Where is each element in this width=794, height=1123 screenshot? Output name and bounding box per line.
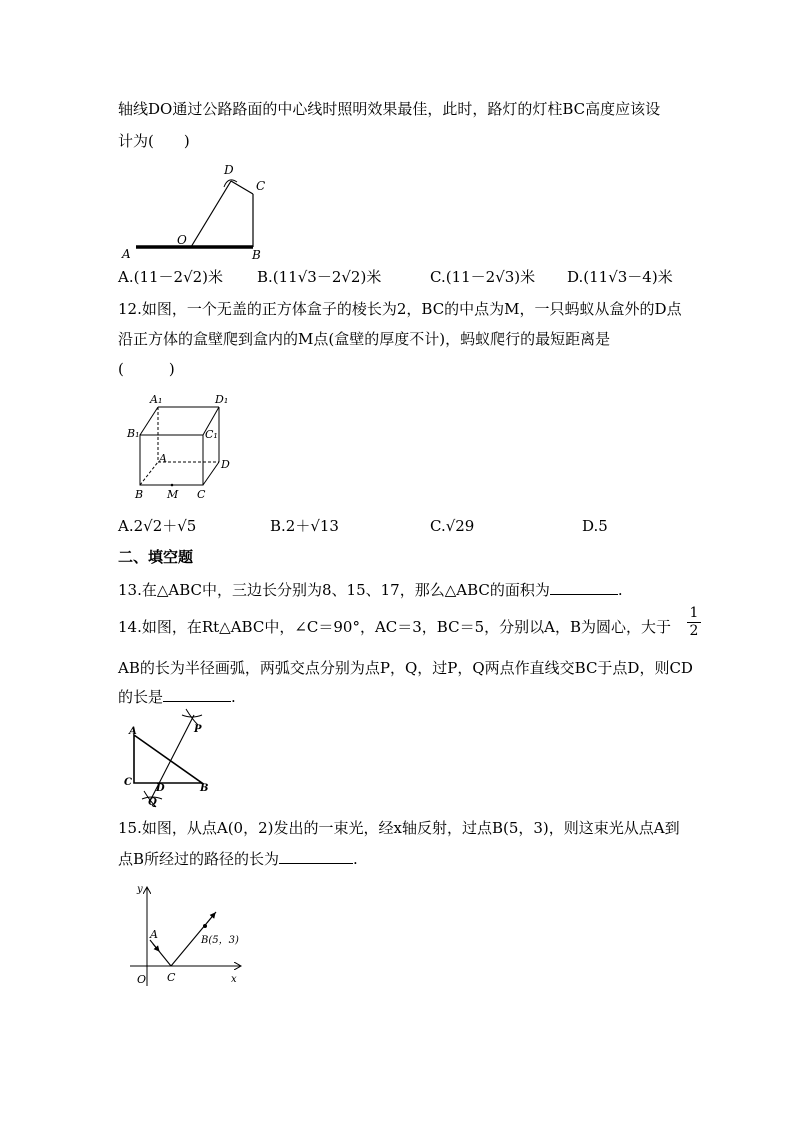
fraction-denominator: 2 <box>689 623 699 639</box>
q13-period: . <box>617 581 623 599</box>
incident-arrow <box>153 944 159 951</box>
label-P: P <box>194 724 202 735</box>
q15-text-line2 <box>118 849 358 869</box>
label-D: D <box>224 163 234 177</box>
q12-option-d: D.5 <box>582 517 608 535</box>
q14-question-end: 的长是 <box>118 688 164 706</box>
label-B: B(5，3) <box>201 935 239 946</box>
q13-text <box>118 580 623 600</box>
label-M: M <box>167 488 179 501</box>
q14-period: . <box>231 688 236 706</box>
reflected-arrow <box>207 913 215 923</box>
q12-option-c: C.√29 <box>430 517 475 535</box>
section-title: 二、填空题 <box>118 548 194 566</box>
label-y: y <box>137 884 143 895</box>
arc-upper-1 <box>182 715 202 717</box>
label-B: B <box>252 248 261 260</box>
q14-text-line1: 14.如图，在Rt△ABC中，∠C＝90°，AC＝3，BC＝5，分别以A，B为圆心，大于 <box>118 618 671 636</box>
label-D: D <box>221 458 230 471</box>
q13-question: 13.在△ABC中，三边长分别为8、15、17，那么△ABC的面积为 <box>118 581 550 599</box>
label-A: A <box>129 726 137 737</box>
q12-text-line2: 沿正方体的盒壁爬到盒内的M点(盒壁的厚度不计)，蚂蚁爬行的最短距离是 <box>118 330 611 348</box>
q12-option-b: B.2＋√13 <box>270 517 339 535</box>
q13-answer-blank <box>550 580 618 595</box>
label-A: A <box>150 928 158 941</box>
coordinate-figure <box>125 878 250 993</box>
label-C: C <box>167 971 176 984</box>
label-A: A <box>159 452 167 465</box>
q12-text-line3: ( ) <box>118 360 175 378</box>
fraction-numerator: 1 <box>687 605 701 623</box>
label-C: C <box>256 179 266 193</box>
q11-option-c: C.(11－2√3)米 <box>430 268 536 286</box>
label-C1: C₁ <box>205 428 218 441</box>
q15-question-end: 点B所经过的路径的长为 <box>118 850 280 868</box>
q12-text-line1: 12.如图，一个无盖的正方体盒子的棱长为2，BC的中点为M，一只蚂蚁从盒外的D点 <box>118 300 682 318</box>
q14-answer-blank <box>163 687 231 702</box>
label-O: O <box>177 233 187 247</box>
edge-CD <box>203 462 219 485</box>
label-B1: B₁ <box>127 427 140 440</box>
q15-period: . <box>353 850 358 868</box>
q11-option-a: A.(11－2√2)米 <box>118 268 224 286</box>
label-C: C <box>197 488 206 501</box>
label-Q: Q <box>148 797 157 808</box>
cube-front-face <box>140 435 203 485</box>
q14-text-line2: AB的长为半径画弧，两弧交点分别为点P，Q，过P，Q两点作直线交BC于点D，则CD <box>118 659 693 677</box>
q14-fraction-half <box>687 605 701 640</box>
streetlight-figure <box>120 160 280 260</box>
point-B <box>203 924 207 928</box>
q11-text-line2: 计为( ) <box>118 132 190 150</box>
label-B: B <box>135 488 144 501</box>
q15-text-line1: 15.如图，从点A(0，2)发出的一束光，经x轴反射，过点B(5，3)，则这束光从点A到 <box>118 819 680 837</box>
right-triangle-figure <box>122 705 222 810</box>
hidden-edge-BA <box>140 462 158 485</box>
edge-B1A1 <box>140 407 158 435</box>
label-B: B <box>200 783 209 794</box>
lamp-arm-DC <box>231 181 253 194</box>
q11-text-line1: 轴线DO通过公路路面的中心线时照明效果最佳，此时，路灯的灯柱BC高度应该设 <box>118 100 661 118</box>
label-O: O <box>137 973 147 986</box>
label-D1: D₁ <box>215 393 229 406</box>
triangle-ABC <box>134 735 202 783</box>
label-A1: A₁ <box>150 393 163 406</box>
q11-option-d: D.(11√3－4)米 <box>567 268 673 286</box>
point-M <box>171 484 174 487</box>
q15-answer-blank <box>279 849 353 864</box>
light-axis-DO <box>191 181 231 247</box>
label-C: C <box>124 777 132 788</box>
cube-figure <box>125 390 245 505</box>
q14-text-line3 <box>118 687 236 707</box>
q12-option-a: A.2√2＋√5 <box>118 517 197 535</box>
label-A: A <box>122 247 131 260</box>
q11-option-b: B.(11√3－2√2)米 <box>257 268 382 286</box>
label-x: x <box>231 974 237 985</box>
label-D: D <box>156 783 165 794</box>
